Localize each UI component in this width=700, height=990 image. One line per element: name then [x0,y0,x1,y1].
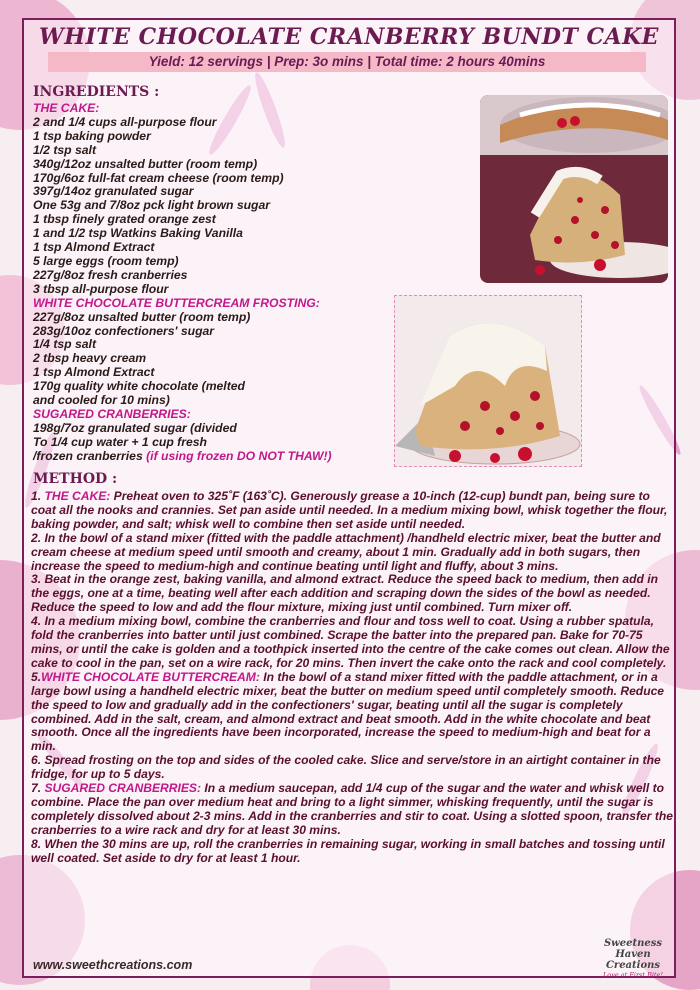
cake-photo-slice [394,295,582,467]
brand-logo [596,938,670,979]
ingredient-item: 1/2 tsp salt [33,142,96,157]
ingredient-item: 170g quality white chocolate (melted [33,379,245,394]
method-step-3: 3. Beat in the orange zest, baking vanilla, and almond extract. Reduce the speed back to medium, then add in the eggs, one at a time, beating well after each addition and scraping down the sides of the bowl as needed. Reduce the speed to low and add the flour mixture, mixing just until combined. Turn mixer off. [31,572,659,615]
step-label: SUGARED CRANBERRIES: [44,781,202,796]
logo-line-1: Sweetness Haven [603,938,663,960]
cake-photo-top-image [480,95,668,283]
ingredient-item: 283g/10oz confectioners' sugar [33,323,215,338]
cake-photo-slice-image [395,296,581,466]
step-number: 1. [31,489,45,503]
ingredient-item: To 1/4 cup water + 1 cup fresh [33,434,207,449]
ingredient-item: 198g/7oz granulated sugar (divided [33,420,237,435]
ingredient-item: One 53g and 7/8oz pck light brown sugar [33,198,271,213]
frozen-note: (if using frozen DO NOT THAW!) [146,448,332,463]
ingredient-item: 170g/6oz full-fat cream cheese (room temp) [33,170,284,185]
logo-tagline: Love at First Bite! [602,971,663,979]
cake-photo-top [480,95,668,283]
method-heading: METHOD : [33,471,118,487]
ingredient-item: 1/4 tsp salt [33,337,96,352]
ingredient-item: 1 and 1/2 tsp Watkins Baking Vanilla [33,226,243,241]
sugared-subheading: SUGARED CRANBERRIES: [33,406,191,421]
step-number: 7. [31,781,45,796]
ingredient-item: 1 tbsp finely grated orange zest [33,212,216,227]
ingredient-item: 340g/12oz unsalted butter (room temp) [33,156,258,171]
ingredient-item: and cooled for 10 mins) [33,393,170,408]
ingredient-item: 2 and 1/4 cups all-purpose flour [33,114,217,129]
method-step-4: 4. In a medium mixing bowl, combine the cranberries and flour and toss well to coat. Using a rubber spatula, fold the cranberries into batter until just combined. Scrape the batter into the prepared pan. Bake for 70-75 mins, or until the cake is golden and a toothpick inserted into the centre of the cake comes out clean. Allow the cake to cool in the pan, set on a wire rack, for 20 mins. Then invert the cake onto the rack and cool completely. [31,614,670,670]
ingredient-item: 5 large eggs (room temp) [33,253,179,268]
yield-band: Yield: 12 servings | Prep: 3o mins | Total time: 2 hours 40mins [48,52,646,72]
method-step-1 [31,490,673,532]
ingredient-item: 227g/8oz unsalted butter (room temp) [33,309,251,324]
ingredient-item: 1 tsp baking powder [33,128,151,143]
ingredient-item: 397g/14oz granulated sugar [33,184,194,199]
method-step-6: 6. Spread frosting on the top and sides of the cooled cake. Slice and serve/store in an airtight container in the fridge, for up to 5 days. [31,753,661,782]
step-number: 5. [31,669,42,684]
method-steps [31,490,673,865]
step-label: WHITE CHOCOLATE BUTTERCREAM: [41,669,260,684]
method-step-2: 2. In the bowl of a stand mixer (fitted with the paddle attachment) /handheld electric mixer, beat the butter and cream cheese at medium speed until smooth and creamy, about 1 min. Gradually add in both sugars, then increase the speed to medium-high and continue beating until light and fluffy, about 3 mins. [31,530,661,573]
ingredient-item: 1 tsp Almond Extract [33,240,155,255]
method-step-8: 8. When the 30 mins are up, roll the cranberries in remaining sugar, working in small batches and tossing until well coated. Set aside to dry for at least 1 hour. [31,836,665,865]
method-step-5 [31,671,673,754]
ingredient-item: 227g/8oz fresh cranberries [33,267,188,282]
ingredient-item [33,450,403,464]
page-title: WHITE CHOCOLATE CRANBERRY BUNDT CAKE [39,24,659,50]
ingredient-item: 2 tbsp heavy cream [33,351,147,366]
ingredient-item: 1 tsp Almond Extract [33,365,155,380]
ingredient-item: 3 tbsp all-purpose flour [33,281,169,296]
ingredient-text: /frozen cranberries [33,448,143,463]
logo-line-2: Creations [605,960,661,971]
step-label: THE CAKE: [44,489,111,503]
step-text: Preheat oven to 325˚F (163˚C). Generously grease a 10-inch (12-cup) bundt pan, being sure to coat all the nooks and crannies. Set pan aside until needed. In a medium mixing bowl, whisk together the flour, baking powder, and salt; whisk well to combine then set aside until needed. [31,489,668,531]
method-step-7 [31,782,673,838]
step-text: In the bowl of a stand mixer fitted with the paddle attachment, or in a large bowl using a handheld electric mixer, beat the butter on medium speed until completely smooth. Reduce the speed to low and gradually add in the confectioners' sugar, beating until all the sugar is completely combined. Add in the salt, cream, and almond extract and beat smooth. Add in the white chocolate and beat smooth. Once all the ingredients have been incorporated, increase the speed to medium-high and beat for a min. [31,669,665,754]
step-text: In a medium saucepan, add 1/4 cup of the sugar and the water and whisk well to combine. Place the pan over medium heat and bring to a light simmer, whisking frequently, until the sugar is completely dissolved about 2-3 mins. Add in the cranberries and stir to coat. Using a slotted spoon, transfer the cranberries to a wire rack and dry for at least 30 mins. [31,781,673,837]
ingredients-heading: INGREDIENTS : [33,84,160,100]
frosting-subheading: WHITE CHOCOLATE BUTTERCREAM FROSTING: [33,295,320,310]
website-link[interactable]: www.sweethcreations.com [33,958,193,972]
cake-subheading: THE CAKE: [33,101,100,115]
ingredients-list [33,102,403,464]
